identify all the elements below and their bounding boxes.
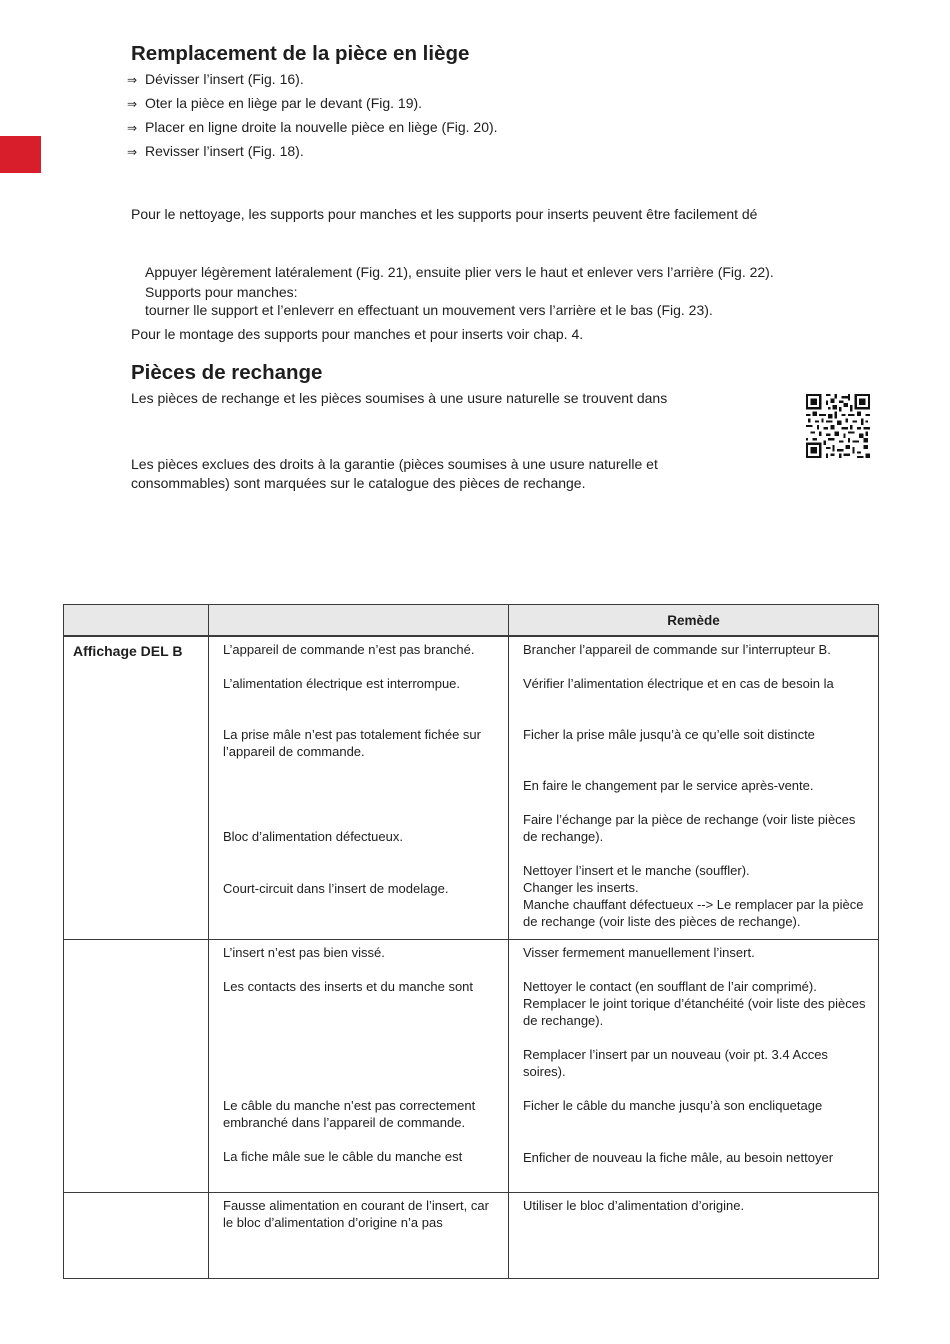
remedy-text: Remplacer le joint torique d’étanchéité (voir liste des pièces de rechange). [523,995,866,1028]
cause-text: Fausse alimentation en courant de l’insert, car le bloc d’alimentation d’origine n’a pas [223,1197,489,1230]
fault-cell [64,939,209,1192]
remedy-text: Vérifier l’alimentation électrique et en cas de besoin la [523,676,834,691]
cause-text: L’alimentation électrique est interrompue. [223,676,461,691]
arrow-right-icon: ⇒ [127,97,138,111]
arrow-right-icon: ⇒ [127,145,138,159]
cause-text: Court-circuit dans l’insert de modelage. [223,881,449,896]
cleaning-insert-support-instruction: Appuyer légèrement latéralement (Fig. 21), ensuite plier vers le haut et enlever vers l’arrière (Fig. 22). [145,264,774,280]
fault-cell: Affichage DEL B [64,636,209,939]
remedy-text: Changer les inserts. [523,880,639,895]
step-text: Revisser l’insert (Fig. 18). [145,143,304,159]
remedy-text: Manche chauffant défectueux --> Le remplacer par la pièce de rechange (voir liste des pièces de rechange). [523,897,864,929]
step-text: Oter la pièce en liège par le devant (Fig. 19). [145,95,423,111]
section-heading-spare-parts: Pièces de rechange [131,361,323,384]
mounting-reference: Pour le montage des supports pour manches et pour inserts voir chap. 4. [131,326,584,342]
column-header-cause [209,605,509,637]
column-header-remedy: Remède [509,605,879,637]
warranty-paragraph-line: consommables) sont marquées sur le catalogue des pièces de rechange. [131,475,586,491]
cause-text: Bloc d’alimentation défectueux. [223,829,403,844]
arrow-right-icon: ⇒ [127,121,138,135]
remedy-cell [509,636,879,939]
remedy-text: Remplacer l’insert par un nouveau (voir pt. 3.4 Acces soires). [523,1046,828,1079]
spare-parts-paragraph: Les pièces de rechange et les pièces soumises à une usure naturelle se trouvent dans [131,390,668,406]
warranty-paragraph-line: Les pièces exclues des droits à la garantie (pièces soumises à une usure naturelle et [131,456,658,472]
cause-cell [209,1192,509,1278]
cause-text: Le câble du manche n’est pas correctement embranché dans l’appareil de commande. [223,1097,476,1130]
cause-text: La prise mâle n’est pas totalement fichée sur l’appareil de commande. [223,727,481,759]
remedy-text: Enficher de nouveau la fiche mâle, au besoin nettoyer [523,1149,834,1165]
section-heading-cork-replacement: Remplacement de la pièce en liège [131,42,470,65]
cleaning-intro: Pour le nettoyage, les supports pour manches et les supports pour inserts peuvent être facilement dé [131,206,758,222]
cause-text: L’appareil de commande n’est pas branché. [223,642,475,657]
step-item [127,118,498,138]
remedy-text: Nettoyer le contact (en soufflant de l’air comprimé). [523,978,817,994]
table-row [64,636,879,939]
cause-text: L’insert n’est pas bien vissé. [223,944,385,960]
table-header-row [64,605,879,637]
handle-support-label: Supports pour manches: [145,284,298,300]
remedy-text: Nettoyer l’insert et le manche (souffler). [523,863,750,878]
remedy-text: En faire le changement par le service après-vente. [523,778,814,793]
step-item [127,70,304,90]
chapter-tab-marker [0,136,41,173]
remedy-cell [509,939,879,1192]
remedy-cell [509,1192,879,1278]
cause-text: La fiche mâle sue le câble du manche est [223,1148,463,1164]
arrow-right-icon: ⇒ [127,73,138,87]
remedy-text: Brancher l’appareil de commande sur l’interrupteur B. [523,642,831,657]
handle-support-instruction: tourner lle support et l’enleverr en effectuant un mouvement vers l’arrière et le bas (Fig. 23). [145,302,713,318]
remedy-text: Ficher le câble du manche jusqu’à son encliquetage [523,1097,823,1113]
remedy-text: Utiliser le bloc d’alimentation d’origine. [523,1197,745,1213]
remedy-text: Faire l’échange par la pièce de rechange (voir liste pièces de rechange). [523,812,856,844]
cause-text: Les contacts des inserts et du manche sont [223,978,474,994]
qr-code-icon [806,394,870,458]
step-item [127,142,304,162]
cause-cell [209,939,509,1192]
troubleshooting-table [63,604,879,1279]
column-header-fault [64,605,209,637]
remedy-text: Visser fermement manuellement l’insert. [523,944,755,960]
table-row [64,939,879,1192]
fault-cell [64,1192,209,1278]
remedy-text: Ficher la prise mâle jusqu’à ce qu’elle soit distincte [523,727,815,742]
cause-cell [209,636,509,939]
table-row [64,1192,879,1278]
step-text: Placer en ligne droite la nouvelle pièce en liège (Fig. 20). [145,119,498,135]
step-item [127,94,422,114]
step-text: Dévisser l’insert (Fig. 16). [145,71,304,87]
